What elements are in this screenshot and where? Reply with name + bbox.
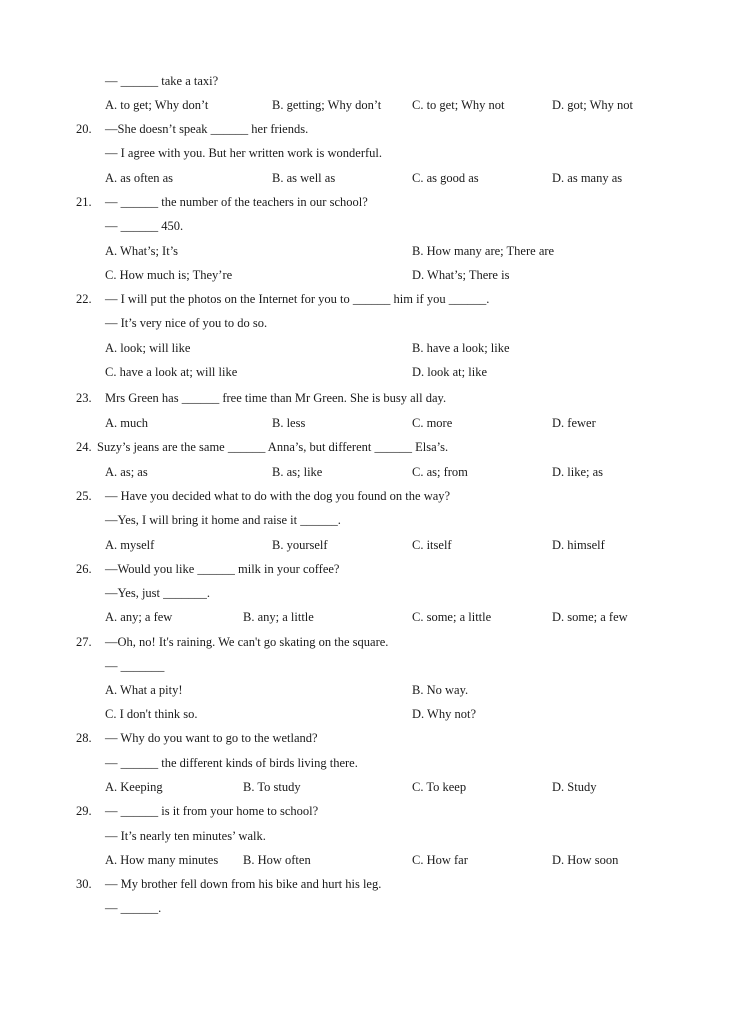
answer-option: C. more — [412, 416, 453, 430]
question-stem: —Would you like ______ milk in your coffee? — [105, 562, 340, 576]
answer-option: B. less — [272, 416, 306, 430]
question-stem: — ______ is it from your home to school? — [105, 804, 319, 818]
answer-option: C. How much is; They’re — [105, 268, 233, 282]
question-stem: — I will put the photos on the Internet for you to ______ him if you ______. — [105, 292, 490, 306]
question-stem: Suzy’s jeans are the same ______ Anna’s, but different ______ Elsa’s. — [97, 440, 449, 454]
question-stem: Mrs Green has ______ free time than Mr Green. She is busy all day. — [105, 391, 447, 405]
answer-option: C. as; from — [412, 465, 468, 479]
answer-option: B. have a look; like — [412, 341, 510, 355]
question-stem: —She doesn’t speak ______ her friends. — [105, 122, 309, 136]
dialogue-line: — ______ take a taxi? — [105, 74, 219, 88]
question-number: 23. — [76, 391, 92, 405]
answer-option: C. to get; Why not — [412, 98, 505, 112]
question-number: 24. — [76, 440, 92, 454]
answer-option: D. fewer — [552, 416, 596, 430]
answer-option: B. yourself — [272, 538, 328, 552]
answer-option: B. To study — [243, 780, 301, 794]
question-number: 28. — [76, 731, 92, 745]
question-stem: — Why do you want to go to the wetland? — [105, 731, 318, 745]
answer-option: A. look; will like — [105, 341, 191, 355]
question-stem: — ______ the number of the teachers in our school? — [105, 195, 368, 209]
question-number: 30. — [76, 877, 92, 891]
answer-option: B. as well as — [272, 171, 336, 185]
answer-option: A. What a pity! — [105, 683, 183, 697]
dialogue-line: —Yes, I will bring it home and raise it ______. — [105, 513, 341, 527]
answer-option: D. got; Why not — [552, 98, 634, 112]
answer-option: A. How many minutes — [105, 853, 219, 867]
answer-option: D. How soon — [552, 853, 619, 867]
answer-option: C. itself — [412, 538, 452, 552]
answer-option: C. To keep — [412, 780, 467, 794]
dialogue-line: — I agree with you. But her written work is wonderful. — [105, 146, 383, 160]
dialogue-line: — ______. — [105, 901, 162, 915]
answer-option: D. Study — [552, 780, 597, 794]
answer-option: D. like; as — [552, 465, 604, 479]
answer-option: A. Keeping — [105, 780, 163, 794]
answer-option: A. much — [105, 416, 149, 430]
answer-option: A. to get; Why don’t — [105, 98, 209, 112]
answer-option: D. Why not? — [412, 707, 476, 721]
question-number: 27. — [76, 635, 92, 649]
question-number: 26. — [76, 562, 92, 576]
dialogue-line: — It’s nearly ten minutes’ walk. — [105, 829, 266, 843]
dialogue-line: — ______ 450. — [105, 219, 184, 233]
dialogue-line: — It’s very nice of you to do so. — [105, 316, 268, 330]
question-number: 25. — [76, 489, 92, 503]
answer-option: D. himself — [552, 538, 605, 552]
answer-option: A. What’s; It’s — [105, 244, 179, 258]
question-stem: —Oh, no! It's raining. We can't go skating on the square. — [105, 635, 389, 649]
answer-option: D. some; a few — [552, 610, 628, 624]
answer-option: A. myself — [105, 538, 155, 552]
question-stem: — My brother fell down from his bike and hurt his leg. — [105, 877, 382, 891]
answer-option: A. as often as — [105, 171, 174, 185]
answer-option: B. No way. — [412, 683, 469, 697]
answer-option: B. any; a little — [243, 610, 314, 624]
answer-option: A. any; a few — [105, 610, 173, 624]
answer-option: D. What’s; There is — [412, 268, 510, 282]
answer-option: C. I don't think so. — [105, 707, 198, 721]
answer-option: B. How many are; There are — [412, 244, 555, 258]
question-number: 22. — [76, 292, 92, 306]
question-number: 20. — [76, 122, 92, 136]
question-stem: — Have you decided what to do with the dog you found on the way? — [105, 489, 451, 503]
answer-option: B. How often — [243, 853, 311, 867]
answer-option: C. some; a little — [412, 610, 492, 624]
dialogue-line: — ______ the different kinds of birds living there. — [105, 756, 358, 770]
answer-option: C. as good as — [412, 171, 479, 185]
question-number: 29. — [76, 804, 92, 818]
answer-option: B. as; like — [272, 465, 323, 479]
answer-option: C. How far — [412, 853, 468, 867]
dialogue-line: —Yes, just _______. — [105, 586, 210, 600]
dialogue-line: — _______ — [105, 659, 165, 673]
answer-option: B. getting; Why don’t — [272, 98, 382, 112]
question-number: 21. — [76, 195, 92, 209]
answer-option: C. have a look at; will like — [105, 365, 238, 379]
answer-option: A. as; as — [105, 465, 148, 479]
answer-option: D. look at; like — [412, 365, 487, 379]
answer-option: D. as many as — [552, 171, 623, 185]
